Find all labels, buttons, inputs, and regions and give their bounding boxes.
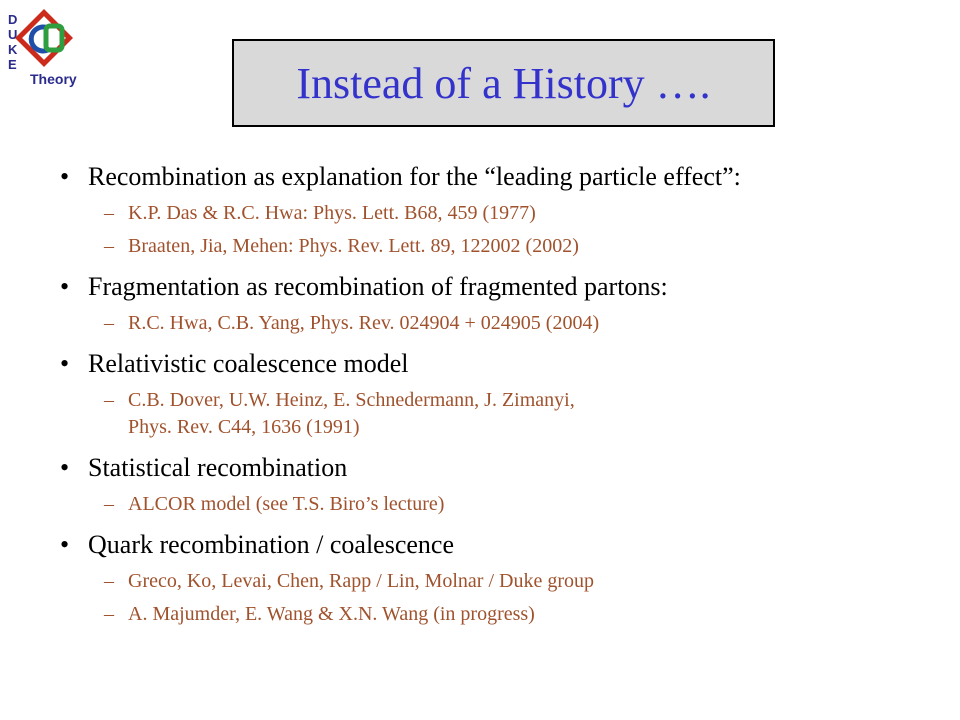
bullet-item (60, 451, 920, 485)
bullet-item (60, 160, 920, 194)
logo-letter-u: U (8, 27, 18, 42)
bullet-dot: • (60, 530, 70, 559)
sub-text-continued: Phys. Rev. C44, 1636 (1991) (128, 416, 360, 438)
logo-word: Theory (30, 71, 77, 87)
sub-dash: – (104, 603, 114, 625)
sub-dash: – (104, 312, 114, 334)
sub-item (60, 310, 920, 337)
sub-dash: – (104, 570, 114, 592)
sub-text: C.B. Dover, U.W. Heinz, E. Schnedermann, J. Zimanyi, (128, 389, 575, 411)
logo-letter-e: E (8, 57, 17, 72)
sub-item (60, 568, 920, 595)
bullet-text: Quark recombination / coalescence (88, 530, 454, 559)
sub-text: A. Majumder, E. Wang & X.N. Wang (in progress) (128, 603, 535, 625)
sub-dash: – (104, 202, 114, 224)
slide-title: Instead of a History …. (296, 58, 711, 108)
bullet-text: Relativistic coalescence model (88, 349, 409, 378)
sub-text: ALCOR model (see T.S. Biro’s lecture) (128, 493, 445, 515)
bullet-dot: • (60, 162, 70, 191)
sub-dash: – (104, 493, 114, 515)
bullet-dot: • (60, 349, 70, 378)
sub-dash: – (104, 235, 114, 257)
bullet-dot: • (60, 453, 70, 482)
sub-item (60, 200, 920, 227)
logo-letter-k: K (8, 42, 18, 57)
bullet-dot: • (60, 272, 70, 301)
sub-text: R.C. Hwa, C.B. Yang, Phys. Rev. 024904 + 024905 (2004) (128, 312, 600, 334)
sub-item (60, 387, 920, 441)
sub-dash: – (104, 389, 114, 411)
sub-item (60, 491, 920, 518)
sub-item (60, 601, 920, 628)
sub-text: K.P. Das & R.C. Hwa: Phys. Lett. B68, 459 (1977) (128, 202, 536, 224)
sub-text: Greco, Ko, Levai, Chen, Rapp / Lin, Molnar / Duke group (128, 570, 595, 592)
bullet-item (60, 270, 920, 304)
bullet-text: Fragmentation as recombination of fragmented partons: (88, 272, 668, 301)
sub-text: Braaten, Jia, Mehen: Phys. Rev. Lett. 89, 122002 (2002) (128, 235, 579, 257)
duke-theory-logo (6, 8, 88, 88)
bullet-text: Recombination as explanation for the “leading particle effect”: (88, 162, 741, 191)
bullet-list (60, 160, 920, 628)
title-box (232, 39, 775, 127)
sub-item (60, 233, 920, 260)
logo-letter-d-shape (46, 26, 62, 50)
bullet-text: Statistical recombination (88, 453, 348, 482)
bullet-item (60, 347, 920, 381)
bullet-item (60, 528, 920, 562)
logo-letter-d: D (8, 12, 18, 27)
